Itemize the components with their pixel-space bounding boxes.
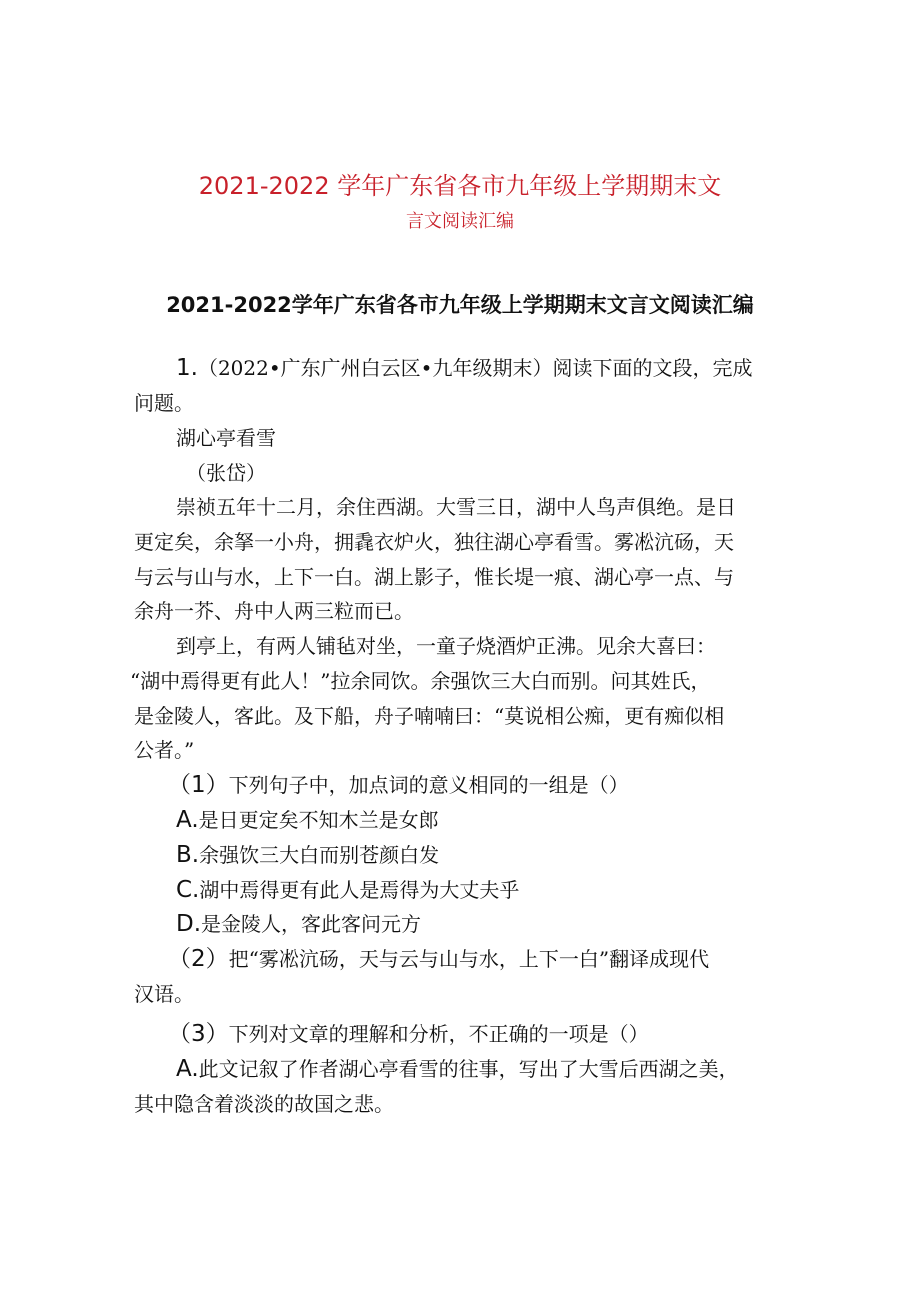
option-a bbox=[176, 806, 836, 834]
passage-line: 到亭上，有两人铺毡对坐，一童子烧酒炉正沸。见余大喜曰： bbox=[176, 634, 716, 658]
subquestion-2-cont: 汉语。 bbox=[134, 982, 194, 1006]
subquestion-1 bbox=[168, 771, 828, 799]
option-text: 此文记叙了作者湖心亭看雪的往事，写出了大雪后西湖之美， bbox=[198, 1057, 739, 1081]
subquestion-2-number: （2） bbox=[168, 946, 229, 972]
option-text: 余强饮三大白而别苍颜白发 bbox=[199, 843, 440, 867]
option-a bbox=[176, 1055, 836, 1083]
passage-line: 余舟一芥、舟中人两三粒而已。 bbox=[134, 599, 414, 623]
passage-title: 湖心亭看雪 bbox=[176, 426, 276, 450]
red-title-line1: 2021-2022 学年广东省各市九年级上学期期末文 bbox=[198, 172, 722, 200]
option-label: B. bbox=[176, 842, 200, 868]
option-a-cont: 其中隐含着淡淡的故国之悲。 bbox=[134, 1092, 394, 1116]
option-label: A. bbox=[176, 807, 199, 833]
option-d bbox=[176, 910, 836, 938]
subquestion-3 bbox=[168, 1020, 828, 1048]
subquestion-2 bbox=[168, 945, 828, 973]
question-intro-cont: 问题。 bbox=[134, 391, 194, 415]
question-intro-text: （2022•广东广州白云区•九年级期末）阅读下面的文段，完成 bbox=[197, 356, 753, 380]
passage-author: （张岱） bbox=[186, 461, 266, 485]
option-text: 湖中焉得更有此人是焉得为大丈夫乎 bbox=[199, 878, 520, 902]
option-text: 是日更定矣不知木兰是女郎 bbox=[198, 808, 439, 832]
subquestion-3-number: （3） bbox=[168, 1021, 229, 1047]
option-label: D. bbox=[176, 911, 202, 937]
subquestion-1-text: 下列句子中，加点词的意义相同的一组是（） bbox=[228, 773, 629, 797]
passage-line: “湖中焉得更有此人！”拉余同饮。余强饮三大白而别。问其姓氏， bbox=[130, 669, 711, 693]
option-text: 是金陵人，客此客问元方 bbox=[201, 912, 422, 936]
subquestion-2-text: 把“雾凇沆砀，天与云与山与水，上下一白”翻译成现代 bbox=[228, 947, 710, 971]
passage-line: 是金陵人，客此。及下船，舟子喃喃曰：“莫说相公痴，更有痴似相 bbox=[134, 704, 725, 728]
option-b bbox=[176, 841, 836, 869]
question-number: 1. bbox=[176, 355, 198, 381]
red-title-line2: 言文阅读汇编 bbox=[406, 211, 514, 232]
passage-line: 更定矣，余拏一小舟，拥毳衣炉火，独往湖心亭看雪。雾凇沆砀，天 bbox=[134, 530, 734, 554]
document-title: 2021-2022学年广东省各市九年级上学期期末文言文阅读汇编 bbox=[166, 293, 754, 317]
subquestion-1-number: （1） bbox=[168, 772, 229, 798]
passage-line: 崇祯五年十二月，余住西湖。大雪三日，湖中人鸟声俱绝。是日 bbox=[176, 495, 736, 519]
option-label: C. bbox=[176, 877, 200, 903]
passage-line: 与云与山与水，上下一白。湖上影子，惟长堤一痕、湖心亭一点、与 bbox=[134, 565, 734, 589]
question-intro bbox=[176, 354, 836, 382]
subquestion-3-text: 下列对文章的理解和分析，不正确的一项是（） bbox=[228, 1022, 649, 1046]
passage-line: 公者。” bbox=[134, 738, 195, 762]
option-c bbox=[176, 876, 836, 904]
option-label: A. bbox=[176, 1056, 199, 1082]
